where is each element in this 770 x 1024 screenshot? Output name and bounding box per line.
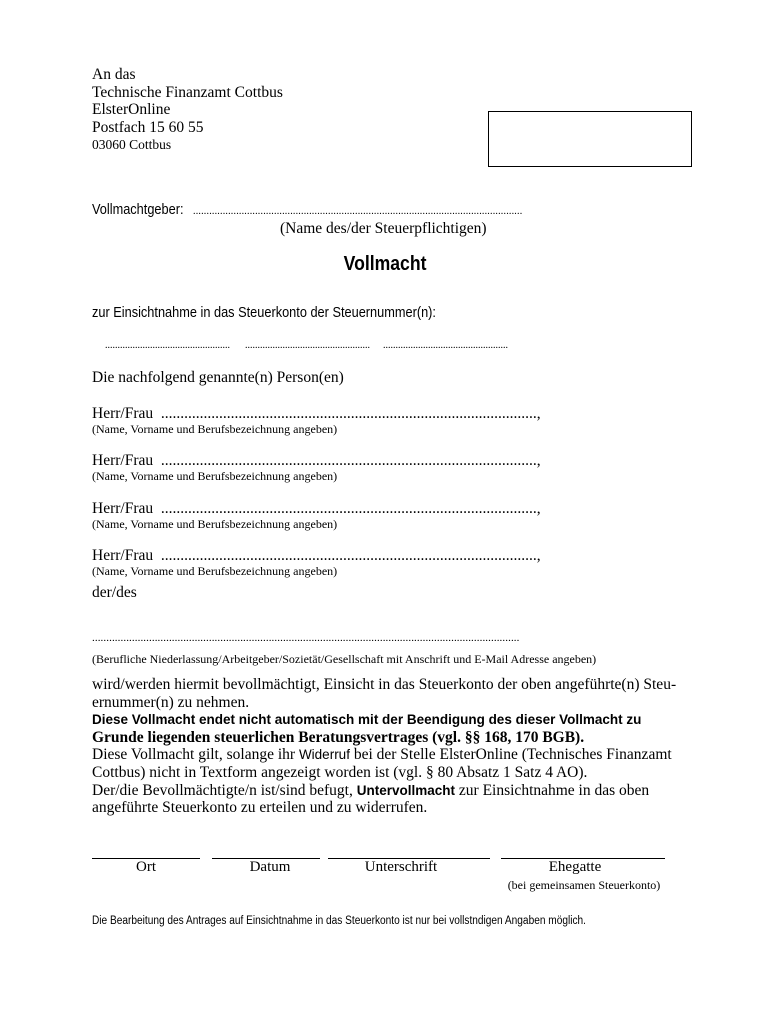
office-field[interactable]: ...................................................................................................................................................... bbox=[92, 632, 520, 644]
address-line: An das bbox=[92, 66, 136, 83]
address-line: Postfach 15 60 55 bbox=[92, 118, 204, 136]
document-title: Vollmacht bbox=[343, 253, 427, 275]
person-name-field[interactable]: ................................................................................................., bbox=[160, 547, 541, 564]
footer-note: Die Bearbeitung des Antrages auf Einsichtnahme in das Steuerkonto ist nur bei vollstndigen Angaben möglich. bbox=[92, 915, 586, 927]
address-line: Technische Finanzamt Cottbus bbox=[92, 83, 283, 101]
signature-label: Unterschrift bbox=[364, 859, 438, 875]
authorization-text bbox=[92, 676, 692, 817]
grantor-label: Vollmachtgeber: bbox=[92, 202, 184, 218]
authorization-paragraph: wird/werden hiermit bevollmächtigt, Einsicht in das Steuerkonto der oben angeführte(n) Steu-ernummer(n) zu nehmen. bbox=[92, 676, 677, 711]
person-label: Herr/Frau bbox=[92, 405, 154, 422]
person-entry[interactable] bbox=[92, 452, 541, 470]
termination-notice-sans: Diese Vollmacht endet nicht automatisch mit der Beendigung des dieser Vollmacht zu bbox=[92, 712, 642, 728]
person-name-field[interactable]: ................................................................................................., bbox=[160, 500, 541, 517]
place-label: Ort bbox=[136, 859, 156, 875]
date-label: Datum bbox=[249, 859, 291, 875]
person-entry[interactable] bbox=[92, 547, 541, 565]
purpose-text: zur Einsichtnahme in das Steuerkonto der Steuernummer(n): bbox=[92, 305, 436, 321]
person-entry[interactable] bbox=[92, 500, 541, 518]
person-name-field[interactable]: ................................................................................................., bbox=[160, 405, 541, 422]
termination-notice-serif: Grunde liegenden steuerlichen Beratungsvertrages (vgl. §§ 168, 170 BGB). bbox=[92, 728, 585, 746]
person-entry[interactable] bbox=[92, 405, 541, 423]
address-line: ElsterOnline bbox=[92, 101, 171, 118]
address-line: 03060 Cottbus bbox=[92, 137, 172, 152]
person-hint: (Name, Vorname und Berufsbezeichnung angeben) bbox=[92, 469, 338, 483]
spouse-label: Ehegatte bbox=[548, 859, 602, 875]
tax-number-field[interactable]: .................................................. bbox=[245, 340, 370, 351]
person-label: Herr/Frau bbox=[92, 500, 154, 517]
revocation-term: Widerruf bbox=[298, 747, 350, 763]
subdelegation-term: Untervollmacht bbox=[356, 782, 456, 798]
derdes-label: der/des bbox=[92, 584, 137, 601]
tax-number-field[interactable]: .................................................. bbox=[105, 340, 230, 351]
recipient-address bbox=[92, 66, 283, 154]
revocation-paragraph: Diese Vollmacht gilt, solange ihr Widerruf bei der Stelle ElsterOnline (Technisches Finanzamt Cottbus) nicht in Textform angezeigt worden ist (vgl. § 80 Absatz 1 Satz 4 AO). bbox=[92, 746, 672, 781]
person-hint: (Name, Vorname und Berufsbezeichnung angeben) bbox=[92, 422, 338, 436]
person-hint: (Name, Vorname und Berufsbezeichnung angeben) bbox=[92, 517, 338, 531]
subdelegation-paragraph: Der/die Bevollmächtigte/n ist/sind befugt, Untervollmacht zur Einsichtnahme in das oben angeführte Steuerkonto zu erteilen und zu widerrufen. bbox=[92, 781, 650, 817]
tax-number-field[interactable]: .................................................. bbox=[383, 340, 508, 351]
receipt-stamp-box bbox=[488, 111, 692, 167]
person-label: Herr/Frau bbox=[92, 547, 154, 564]
persons-intro: Die nachfolgend genannte(n) Person(en) bbox=[92, 369, 344, 386]
office-hint: (Berufliche Niederlassung/Arbeitgeber/Sozietät/Gesellschaft mit Anschrift und E-Mail Adresse angeben) bbox=[92, 652, 597, 666]
grantor-hint: (Name des/der Steuerpflichtigen) bbox=[280, 220, 487, 237]
person-hint: (Name, Vorname und Berufsbezeichnung angeben) bbox=[92, 564, 338, 578]
person-label: Herr/Frau bbox=[92, 452, 154, 469]
grantor-name-field[interactable]: .......................................................................................................................... bbox=[193, 206, 523, 217]
spouse-hint: (bei gemeinsamen Steuerkonto) bbox=[507, 878, 661, 892]
person-name-field[interactable]: ................................................................................................., bbox=[160, 452, 541, 469]
